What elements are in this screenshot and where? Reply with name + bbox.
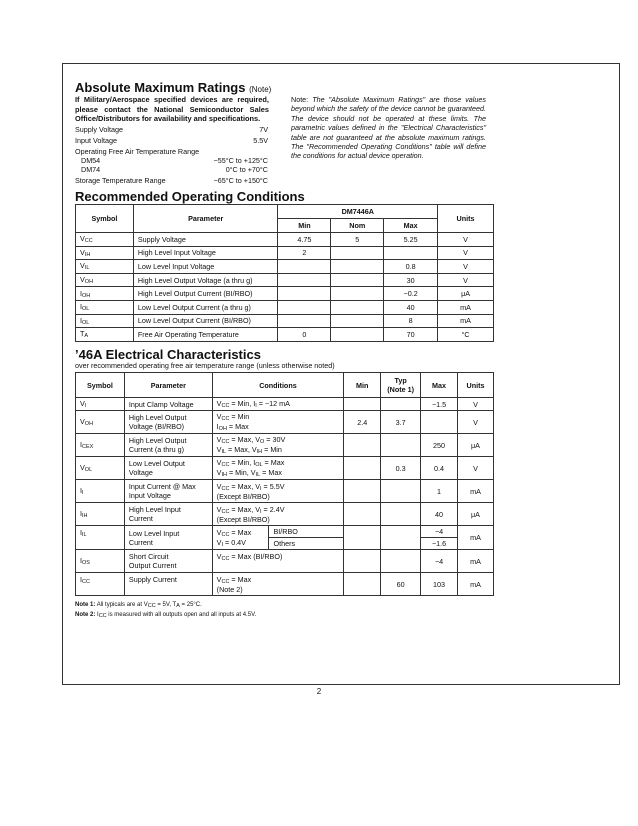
ec-icc-symbol: $I_{CC}$	[76, 573, 125, 596]
roc-cell-max: 40	[384, 300, 438, 314]
ec-vi-cond: $V_{CC}$ = Min, $I_I = -12$ mA	[212, 398, 344, 411]
ec-ii-max: 1	[421, 480, 458, 503]
roc-cell-min	[278, 273, 331, 287]
roc-cell-max	[384, 246, 438, 260]
ec-iih-max: 40	[421, 503, 458, 526]
table-row	[76, 314, 494, 328]
ec-vi-param: Input Clamp Voltage	[124, 398, 212, 411]
temp-range-label: Operating Free Air Temperature Range	[75, 147, 200, 156]
dm54-value: −55°C to +125°C	[213, 156, 268, 165]
ec-vi-units: V	[458, 398, 494, 411]
roc-cell-param: Low Level Input Voltage	[133, 260, 278, 274]
ec-iil-max2: −1.6	[421, 538, 458, 550]
ec-vol-param: Low Level Output Voltage	[124, 457, 212, 480]
ec-ii-units: mA	[458, 480, 494, 503]
roc-cell-nom	[331, 328, 384, 342]
roc-cell-nom	[331, 287, 384, 301]
roc-cell-symbol: $I_{OL}$	[76, 314, 134, 328]
roc-cell-min: 0	[278, 328, 331, 342]
ec-iil-param: Low Level Input Current	[124, 526, 212, 550]
roc-header-symbol: Symbol	[76, 205, 134, 233]
ec-iil-max1: −4	[421, 526, 458, 538]
ec-iil-units: mA	[458, 526, 494, 550]
roc-cell-param: High Level Input Voltage	[133, 246, 278, 260]
roc-cell-min	[278, 287, 331, 301]
absmax-intro: If Military/Aerospace specified devices are required, please contact the National Semiconductor Sales Office/Distributors for availability and specifications.	[75, 95, 269, 124]
ec-icex-param: High Level Output Current (a thru g)	[124, 434, 212, 457]
table-row	[76, 260, 494, 274]
ec-icc-cond: $V_{CC}$ = Max (Note 2)	[212, 573, 344, 596]
roc-cell-units: V	[438, 273, 494, 287]
ec-ios-units: mA	[458, 550, 494, 573]
table-row	[76, 233, 494, 247]
roc-cell-symbol: $V_{OH}$	[76, 273, 134, 287]
ec-iih-symbol: $I_{IH}$	[76, 503, 125, 526]
ec-ios-cond: $V_{CC}$ = Max (BI/RBO)	[212, 550, 344, 573]
ec-table	[75, 372, 494, 596]
roc-cell-max: 70	[384, 328, 438, 342]
supply-voltage-value: 7V	[259, 125, 268, 134]
ec-vi-symbol: $V_I$	[76, 398, 125, 411]
ec-icex-cond: $V_{CC}$ = Max, $V_O = 30V$ $V_{IL}$ = Max, $V_{IH}$ = Min	[212, 434, 344, 457]
ec-header-min: Min	[344, 373, 381, 398]
table-row	[76, 246, 494, 260]
roc-cell-min	[278, 300, 331, 314]
table-row	[76, 457, 494, 480]
ec-iil-opt2: Others	[269, 538, 344, 550]
table-row	[76, 411, 494, 434]
table-row	[76, 503, 494, 526]
ec-icex-symbol: $I_{CEX}$	[76, 434, 125, 457]
roc-cell-nom	[331, 300, 384, 314]
ec-voh-min: 2.4	[344, 411, 381, 434]
roc-cell-symbol: $V_{IH}$	[76, 246, 134, 260]
ec-iih-param: High Level Input Current	[124, 503, 212, 526]
roc-cell-min	[278, 260, 331, 274]
ec-header-max: Max	[421, 373, 458, 398]
storage-temp-value: −65°C to +150°C	[213, 176, 268, 185]
roc-cell-units: °C	[438, 328, 494, 342]
ec-voh-typ: 3.7	[381, 411, 421, 434]
dm54-label: DM54	[81, 156, 101, 165]
roc-cell-units: mA	[438, 300, 494, 314]
ec-voh-units: V	[458, 411, 494, 434]
roc-cell-max: 8	[384, 314, 438, 328]
ec-ios-symbol: $I_{OS}$	[76, 550, 125, 573]
roc-cell-max: 5.25	[384, 233, 438, 247]
ec-iil-opt1: BI/RBO	[269, 526, 344, 538]
ec-header-symbol: Symbol	[76, 373, 125, 398]
ec-icc-param: Supply Current	[124, 573, 212, 596]
table-row	[76, 480, 494, 503]
roc-cell-param: High Level Output Voltage (a thru g)	[133, 273, 278, 287]
table-row	[76, 287, 494, 301]
roc-header-min: Min	[278, 219, 331, 233]
roc-cell-param: Low Level Output Current (BI/RBO)	[133, 314, 278, 328]
input-voltage-value: 5.5V	[253, 136, 268, 145]
roc-cell-max: 30	[384, 273, 438, 287]
roc-cell-param: High Level Output Current (BI/RBO)	[133, 287, 278, 301]
roc-cell-min: 2	[278, 246, 331, 260]
storage-temp-label: Storage Temperature Range	[75, 176, 166, 185]
ec-voh-param: High Level Output Voltage (BI/RBO)	[124, 411, 212, 434]
ec-header-units: Units	[458, 373, 494, 398]
roc-cell-units: μA	[438, 287, 494, 301]
roc-cell-units: mA	[438, 314, 494, 328]
roc-cell-max: −0.2	[384, 287, 438, 301]
ec-vi-max: −1.5	[421, 398, 458, 411]
supply-voltage-label: Supply Voltage	[75, 125, 123, 134]
roc-cell-units: V	[438, 246, 494, 260]
roc-cell-units: V	[438, 233, 494, 247]
roc-cell-nom	[331, 246, 384, 260]
absmax-note: Note: The "Absolute Maximum Ratings" are those values beyond which the safety of the device cannot be guaranteed. The device should not be operated at these limits. The parametric values defined in the "Electrical Characteristics" table are not guaranteed at the absolute maximum ratings. The "Recommended Operating Conditions" table will define the conditions for actual device operation.	[291, 95, 486, 161]
table-row	[76, 434, 494, 457]
ec-vol-typ: 0.3	[381, 457, 421, 480]
input-voltage-label: Input Voltage	[75, 136, 117, 145]
ec-iih-units: μA	[458, 503, 494, 526]
table-row	[76, 300, 494, 314]
roc-title: Recommended Operating Conditions	[75, 189, 305, 204]
roc-cell-min: 4.75	[278, 233, 331, 247]
ec-ii-param: Input Current @ Max Input Voltage	[124, 480, 212, 503]
ec-subtitle: over recommended operating free air temperature range (unless otherwise noted)	[75, 361, 335, 370]
table-row	[76, 273, 494, 287]
roc-cell-min	[278, 314, 331, 328]
ec-header-conditions: Conditions	[212, 373, 344, 398]
roc-cell-param: Free Air Operating Temperature	[133, 328, 278, 342]
table-row	[76, 398, 494, 411]
table-row	[76, 573, 494, 596]
ec-iil-cond: $V_{CC}$ = Max $V_I = 0.4V$	[212, 526, 269, 550]
ec-icc-max: 103	[421, 573, 458, 596]
ec-title: ’46A Electrical Characteristics	[75, 347, 261, 362]
note-1: Note 1: All typicals are at $V_{CC} = 5V$, $T_A = 25^\circ C$.	[75, 602, 202, 609]
page-number: 2	[316, 687, 322, 696]
ec-iih-cond: $V_{CC}$ = Max, $V_I = 2.4V$ (Except BI/RBO)	[212, 503, 344, 526]
roc-header-max: Max	[384, 219, 438, 233]
roc-cell-max: 0.8	[384, 260, 438, 274]
roc-header-units: Units	[438, 205, 494, 233]
ec-icex-units: μA	[458, 434, 494, 457]
roc-header-nom: Nom	[331, 219, 384, 233]
table-row	[76, 550, 494, 573]
ec-ii-cond: $V_{CC}$ = Max, $V_I = 5.5V$ (Except BI/RBO)	[212, 480, 344, 503]
ec-vol-max: 0.4	[421, 457, 458, 480]
roc-cell-param: Low Level Output Current (a thru g)	[133, 300, 278, 314]
table-row	[76, 526, 494, 538]
ec-voh-cond: $V_{CC}$ = Min $I_{OH}$ = Max	[212, 411, 344, 434]
roc-cell-symbol: $V_{CC}$	[76, 233, 134, 247]
dm74-label: DM74	[81, 165, 101, 174]
ec-ios-max: −4	[421, 550, 458, 573]
roc-cell-symbol: $T_A$	[76, 328, 134, 342]
roc-cell-nom	[331, 260, 384, 274]
ec-vol-symbol: $V_{OL}$	[76, 457, 125, 480]
ec-icex-max: 250	[421, 434, 458, 457]
roc-cell-nom	[331, 273, 384, 287]
roc-cell-symbol: $I_{OH}$	[76, 287, 134, 301]
ec-ios-param: Short Circuit Output Current	[124, 550, 212, 573]
ec-iil-symbol: $I_{IL}$	[76, 526, 125, 550]
ec-header-typ: Typ (Note 1)	[381, 373, 421, 398]
roc-cell-nom: 5	[331, 233, 384, 247]
roc-cell-symbol: $V_{IL}$	[76, 260, 134, 274]
roc-header-parameter: Parameter	[133, 205, 278, 233]
absmax-title: Absolute Maximum Ratings (Note)	[75, 80, 272, 95]
roc-header-group: DM7446A	[278, 205, 438, 219]
ec-vol-units: V	[458, 457, 494, 480]
ec-voh-symbol: $V_{OH}$	[76, 411, 125, 434]
ec-icc-typ: 60	[381, 573, 421, 596]
roc-cell-param: Supply Voltage	[133, 233, 278, 247]
roc-cell-units: V	[438, 260, 494, 274]
note-2: Note 2: $I_{CC}$ is measured with all outputs open and all inputs at 4.5V.	[75, 612, 257, 619]
ec-header-parameter: Parameter	[124, 373, 212, 398]
ec-icc-units: mA	[458, 573, 494, 596]
roc-cell-symbol: $I_{OL}$	[76, 300, 134, 314]
dm74-value: 0°C to +70°C	[225, 165, 268, 174]
ec-ii-symbol: $I_I$	[76, 480, 125, 503]
roc-table	[75, 204, 494, 342]
roc-cell-nom	[331, 314, 384, 328]
table-row	[76, 328, 494, 342]
ec-vol-cond: $V_{CC}$ = Min, $I_{OL}$ = Max $V_{IH}$ = Min, $V_{IL}$ = Max	[212, 457, 344, 480]
